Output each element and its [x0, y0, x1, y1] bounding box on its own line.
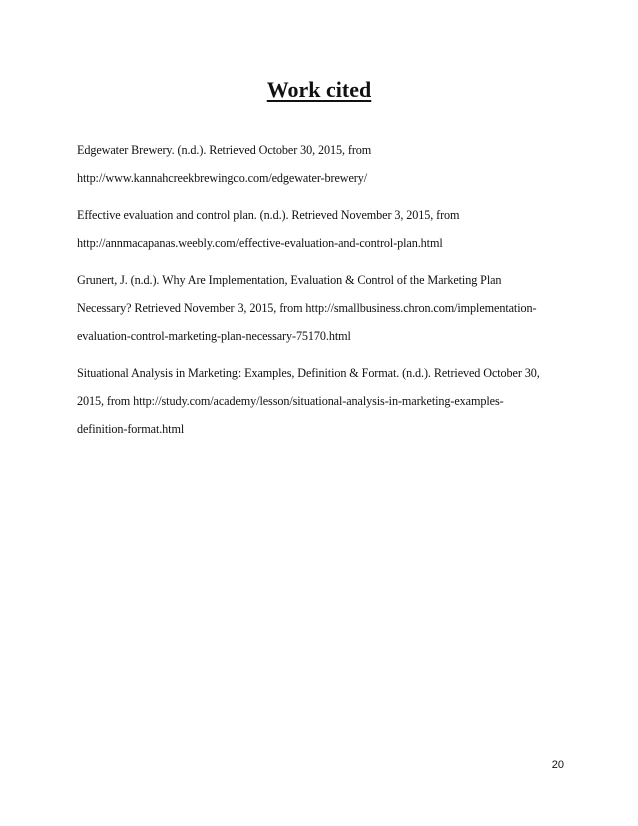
reference-line: 2015, from http://study.com/academy/lesson/situational-analysis-in-marketing-examples- — [77, 394, 504, 408]
page-title — [0, 76, 638, 104]
reference-entry — [77, 359, 567, 443]
reference-line: evaluation-control-marketing-plan-necessary-75170.html — [77, 329, 351, 343]
reference-entry — [77, 201, 567, 257]
page-title-text: Work cited — [266, 77, 372, 102]
reference-line: Edgewater Brewery. (n.d.). Retrieved October 30, 2015, from — [77, 143, 372, 157]
reference-line: Necessary? Retrieved November 3, 2015, from http://smallbusiness.chron.com/implementation- — [77, 301, 537, 315]
reference-line: Situational Analysis in Marketing: Examples, Definition & Format. (n.d.). Retrieved October 30, — [77, 366, 540, 380]
reference-line: Effective evaluation and control plan. (n.d.). Retrieved November 3, 2015, from — [77, 208, 460, 222]
reference-line: http://www.kannahcreekbrewingco.com/edgewater-brewery/ — [77, 171, 368, 185]
reference-entry — [77, 136, 567, 192]
reference-list — [77, 136, 567, 452]
reference-entry — [77, 266, 567, 350]
reference-line: Grunert, J. (n.d.). Why Are Implementation, Evaluation & Control of the Marketing Plan — [77, 273, 502, 287]
page-number: 20 — [551, 759, 564, 771]
reference-line: definition-format.html — [77, 422, 185, 436]
reference-line: http://annmacapanas.weebly.com/effective-evaluation-and-control-plan.html — [77, 236, 443, 250]
